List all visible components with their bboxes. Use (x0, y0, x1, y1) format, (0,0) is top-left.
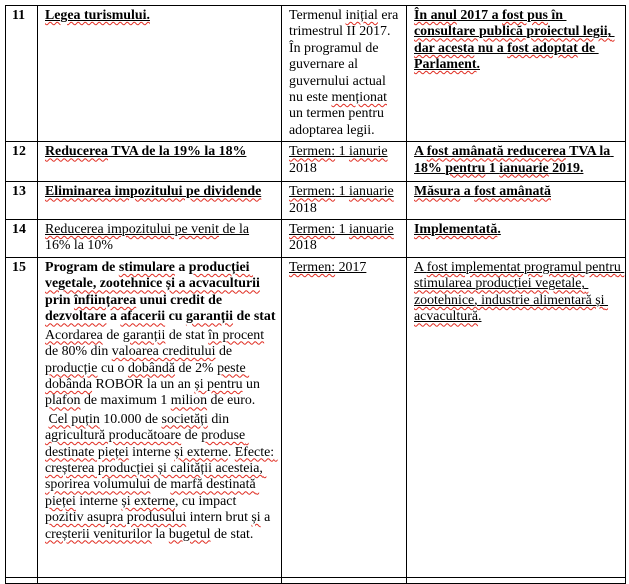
spellcheck-squiggle: Termen: (289, 144, 336, 160)
text-run: de (150, 477, 171, 493)
spellcheck-squiggle: Acordarea (45, 327, 103, 343)
text-run: a (106, 309, 121, 325)
text-run (119, 260, 175, 275)
text-run: cu o (97, 360, 128, 376)
text-run: la (151, 526, 169, 542)
spellcheck-squiggle: În anul (414, 8, 457, 23)
text-run (121, 494, 175, 509)
paragraph (289, 222, 402, 255)
text-run: unui credit de (136, 292, 226, 308)
text-run (74, 293, 136, 308)
spellcheck-squiggle: garanții (185, 309, 234, 325)
row-number: 15 (6, 258, 38, 578)
spellcheck-squiggle: agricultură producătoare (45, 428, 182, 444)
text-run: de (215, 344, 236, 360)
cell-term (282, 182, 407, 220)
text-run (289, 260, 335, 275)
text-run: . (497, 222, 501, 238)
cell-measure (38, 142, 282, 182)
spellcheck-squiggle: ianurie (348, 144, 388, 160)
spellcheck-squiggle: și externe (121, 493, 175, 509)
text-run (186, 309, 233, 324)
spellcheck-squiggle: și (251, 510, 261, 526)
spellcheck-squiggle: dezvoltare (45, 309, 107, 325)
cell-measure (38, 6, 282, 142)
text-run: un (242, 376, 264, 392)
paragraph (414, 222, 621, 238)
text-run: 10.000 de (99, 411, 162, 427)
text-run (171, 393, 207, 408)
spellcheck-squiggle: ianuarie (499, 160, 549, 176)
text-run: interne (75, 493, 122, 509)
text-run (499, 161, 548, 176)
spellcheck-squiggle: Termen: (289, 222, 336, 238)
spellcheck-squiggle: fost pus (502, 8, 548, 23)
text-run: era trimestrul II 2017. În programul de guvernare al guvernului actual nu este (289, 8, 402, 106)
text-run: un termen pentru adoptarea legii. (289, 90, 391, 138)
cell-term (282, 220, 407, 258)
spellcheck-squiggle: ianuarie (348, 184, 394, 200)
spellcheck-squiggle: Efecte: creșterea producției și calității acesteia, sporirea volumului (45, 444, 278, 493)
spellcheck-squiggle: și pentru (194, 376, 243, 392)
table-row (6, 258, 626, 578)
spellcheck-squiggle: creșterii veniturilor (45, 526, 152, 542)
text-run (194, 377, 242, 392)
spellcheck-squiggle: și externe (174, 444, 228, 460)
table-row (6, 182, 626, 220)
spellcheck-squiggle: ianuarie (348, 222, 394, 238)
cell-measure (38, 220, 282, 258)
text-run: , cu impact (174, 493, 240, 509)
text-run: a (174, 260, 189, 276)
text-run (427, 144, 566, 159)
text-run (45, 144, 108, 159)
spellcheck-squiggle: Eliminarea impozitului pe dividende (45, 184, 262, 200)
text-run: 2017 a (456, 8, 503, 23)
cell-measure (38, 258, 282, 578)
text-run (208, 328, 264, 343)
text-run: din (207, 411, 233, 427)
text-run: a (460, 184, 475, 200)
text-run: . (478, 309, 482, 325)
spellcheck-squiggle: stimulare (118, 260, 175, 276)
text-run: 1 (335, 222, 349, 238)
text-run: 1 (335, 184, 349, 200)
spellcheck-squiggle: consultare publică proiectul legii, dar acesta (414, 24, 615, 56)
text-run (349, 144, 388, 159)
cell-term (282, 6, 407, 142)
text-run (289, 184, 335, 199)
text-run: Termenul (289, 8, 346, 23)
text-run: 1 (335, 144, 349, 160)
text-run (346, 8, 378, 23)
cell-status (407, 578, 626, 584)
cell-term (282, 142, 407, 182)
spellcheck-squiggle: pentru (445, 160, 486, 176)
text-run: TVA la 18% (414, 144, 614, 176)
text-run: nu a (474, 40, 508, 56)
paragraph (45, 8, 277, 24)
paragraph (45, 260, 277, 326)
cell-status (407, 6, 626, 142)
spellcheck-squiggle: Legea turismului. (45, 8, 150, 23)
cell-status (407, 220, 626, 258)
text-run (174, 445, 228, 460)
text-run (331, 90, 387, 105)
text-run: de stat. (210, 526, 254, 542)
text-run (414, 260, 624, 324)
text-run (45, 309, 106, 324)
cell-status (407, 258, 626, 578)
text-run (45, 184, 261, 199)
spellcheck-squiggle: plafon (45, 393, 81, 409)
paragraph (289, 8, 402, 139)
paragraph (45, 412, 277, 543)
text-run (169, 527, 211, 542)
text-run: A (414, 260, 427, 276)
row-number: 12 (6, 142, 38, 182)
spellcheck-squiggle: milion (170, 393, 208, 409)
row-number: 14 (6, 220, 38, 258)
cell-status (407, 142, 626, 182)
spellcheck-squiggle: pozitiv asupra produsului (45, 510, 187, 526)
spellcheck-squiggle: produse destinate pieței (45, 428, 249, 460)
table-body (6, 6, 626, 584)
measures-table (5, 5, 626, 584)
paragraph (414, 144, 621, 177)
text-run (502, 8, 548, 23)
cell-status (407, 182, 626, 220)
row-number: 13 (6, 182, 38, 220)
text-run (45, 328, 103, 343)
text-run (349, 222, 394, 237)
spellcheck-squiggle: înființarea (73, 292, 137, 308)
text-run: prin (45, 276, 264, 308)
text-run: de (102, 327, 123, 343)
row-number (6, 578, 38, 584)
text-run (349, 184, 394, 199)
text-run (445, 161, 485, 176)
spellcheck-squiggle: afacerii (120, 309, 166, 325)
paragraph (45, 144, 277, 160)
text-run (45, 510, 186, 525)
text-run: TVA de la 19% la 18% (108, 144, 247, 160)
text-run (45, 8, 150, 23)
spellcheck-squiggle: Reducerea (45, 144, 109, 160)
spellcheck-squiggle: fost amânată reducerea (426, 144, 566, 160)
text-run: de 80% din (45, 327, 268, 360)
text-run (414, 8, 457, 23)
text-run (120, 309, 165, 324)
text-run (128, 361, 175, 376)
spellcheck-squiggle: producție (45, 360, 98, 376)
spellcheck-squiggle: producției vegetale, zootehnice și a acvaculturii (45, 260, 260, 292)
text-run: . (476, 57, 480, 73)
text-run: ROBOR la un an (92, 376, 195, 392)
spellcheck-squiggle: Reducerea impozitului pe venit (45, 222, 219, 238)
text-run (48, 412, 99, 427)
paragraph (45, 328, 277, 410)
spellcheck-squiggle: Termen: (289, 184, 336, 200)
text-run: de (181, 428, 202, 444)
spellcheck-squiggle: peste dobânda (45, 360, 250, 392)
text-run: 2018 (289, 144, 392, 176)
text-run: Program de (45, 260, 119, 276)
text-run (45, 428, 181, 443)
text-run: 2018 (289, 184, 398, 216)
text-run: interne (128, 444, 175, 460)
text-run: 16% la 10% (45, 222, 253, 254)
table-row-partial (6, 578, 626, 584)
spellcheck-squiggle: inițial (345, 8, 378, 23)
spellcheck-squiggle: Implementată (414, 222, 498, 238)
text-run (45, 527, 152, 542)
spellcheck-squiggle: societăți (161, 411, 208, 427)
spellcheck-squiggle: Cel puțin (48, 411, 100, 427)
paragraph (45, 222, 277, 255)
spellcheck-squiggle: fost adoptat (507, 40, 578, 56)
spellcheck-squiggle: garanții (122, 327, 166, 343)
text-run (414, 222, 497, 237)
text-run: A (414, 144, 427, 160)
text-run: a (260, 510, 274, 526)
table-row (6, 220, 626, 258)
cell-term (282, 258, 407, 578)
text-run: de stat (165, 327, 209, 343)
text-run (45, 222, 219, 237)
spellcheck-squiggle: menționat (331, 90, 387, 106)
spellcheck-squiggle: Măsura (414, 184, 461, 200)
text-run (45, 361, 97, 376)
paragraph (289, 144, 402, 177)
text-run: 2017 (335, 260, 367, 276)
text-run: de 2% (175, 360, 218, 376)
paragraph (45, 184, 277, 200)
row-number: 11 (6, 6, 38, 142)
paragraph (289, 184, 402, 217)
spellcheck-squiggle: fost amânată (474, 184, 551, 200)
text-run (289, 222, 335, 237)
text-run: 2019. (548, 160, 584, 176)
text-run: 2018 (289, 222, 398, 254)
text-run (112, 344, 216, 359)
table-row (6, 142, 626, 182)
text-run (414, 184, 460, 199)
text-run: de stat (233, 309, 276, 325)
text-run: în (547, 8, 567, 23)
spellcheck-squiggle: Parlament (414, 57, 477, 73)
paragraph (414, 184, 621, 200)
text-run (289, 144, 335, 159)
spellcheck-squiggle: marfă destinată pieței (45, 477, 260, 509)
text-run (123, 328, 165, 343)
text-run: de (577, 40, 599, 56)
spellcheck-squiggle: dobândă (127, 360, 176, 376)
spellcheck-squiggle: valoarea creditului (111, 344, 216, 360)
text-run (414, 57, 477, 72)
text-run: de maximum 1 (80, 393, 171, 409)
text-run: de la (218, 222, 250, 238)
text-run (162, 412, 208, 427)
spellcheck-squiggle: Termen: (289, 260, 336, 276)
text-run (507, 41, 578, 56)
spellcheck-squiggle: fost implementat programul pentru stimularea producției vegetale, zootehnice, industrie alimentară și acvacultură (414, 260, 625, 325)
cell-measure (38, 578, 282, 584)
cell-term (282, 578, 407, 584)
text-run (474, 184, 551, 199)
text-run: intern brut (186, 510, 252, 526)
text-run: de euro. (207, 393, 256, 409)
text-run (251, 510, 260, 525)
spellcheck-squiggle: bugetul (168, 526, 211, 542)
table-row (6, 6, 626, 142)
paragraph (414, 8, 621, 74)
text-run: cu (165, 309, 186, 325)
text-run (45, 393, 81, 408)
spellcheck-squiggle: în procent (208, 327, 265, 343)
paragraph (289, 260, 402, 276)
text-run: . (227, 444, 235, 460)
text-run: 1 (485, 160, 500, 176)
paragraph (414, 260, 625, 326)
cell-measure (38, 182, 282, 220)
